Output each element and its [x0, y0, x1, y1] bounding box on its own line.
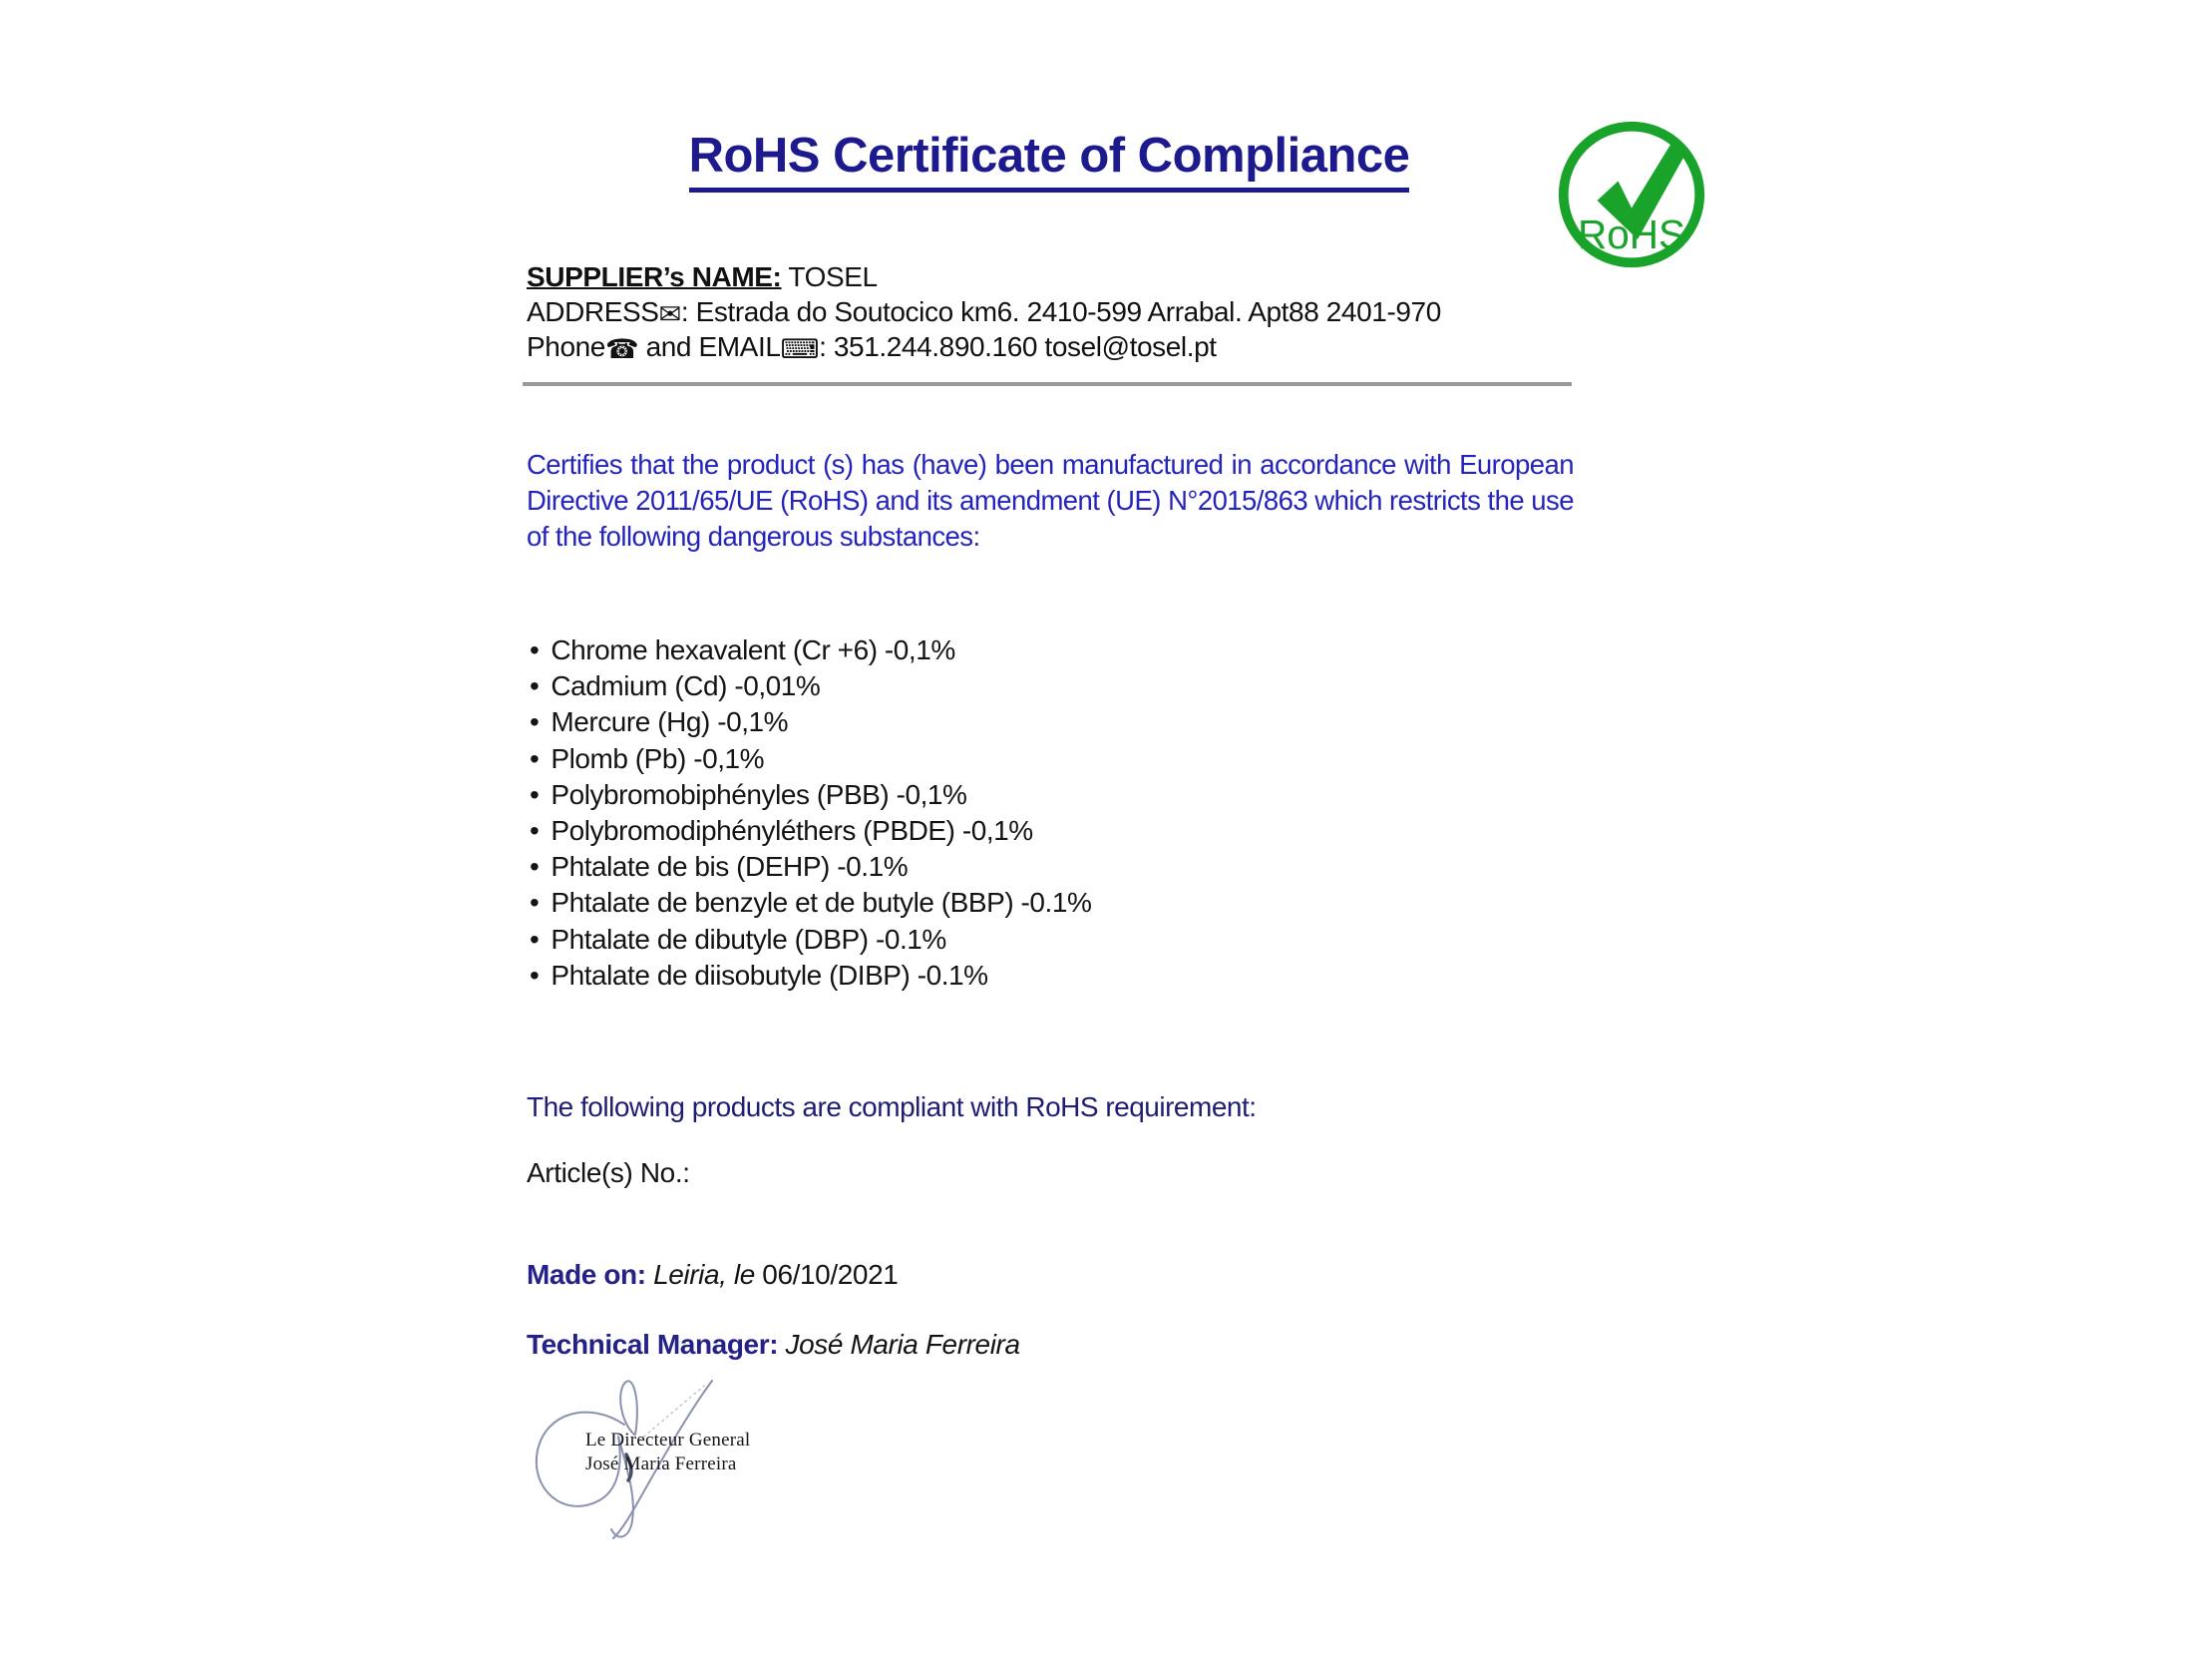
contact-value: : 351.244.890.160 tosel@tosel.pt — [819, 331, 1217, 362]
phone-label: Phone — [527, 331, 605, 362]
supplier-name-label: SUPPLIER’s NAME: — [527, 261, 782, 292]
substance-item: • Plomb (Pb) -0,1% — [530, 741, 1527, 777]
substance-item: • Phtalate de bis (DEHP) -0.1% — [530, 849, 1527, 885]
envelope-icon: ✉ — [658, 299, 681, 329]
made-on-place: Leiria, le — [645, 1259, 763, 1290]
compliance-statement: The following products are compliant with RoHS requirement: — [527, 1091, 1257, 1122]
page-title: RoHS Certificate of Compliance — [689, 130, 1410, 193]
supplier-name-line — [527, 259, 1584, 294]
signature-caption-line1: Le Directeur General — [585, 1430, 751, 1451]
substance-item: • Polybromodiphényléthers (PBDE) -0,1% — [530, 813, 1527, 849]
supplier-contact-line — [527, 329, 1584, 364]
signature-caption-line2: José Maria Ferreira — [585, 1453, 737, 1474]
articles-label: Article(s) No.: — [527, 1157, 690, 1188]
logo-text: RoHS — [1577, 211, 1686, 257]
technical-manager-label: Technical Manager: — [527, 1329, 779, 1360]
substance-item: • Phtalate de benzyle et de butyle (BBP) -0.1% — [530, 885, 1527, 921]
technical-manager-line — [527, 1329, 1020, 1361]
address-value: : Estrada do Soutocico km6. 2410-599 Arrabal. Apt88 2401-970 — [680, 296, 1441, 327]
supplier-block — [527, 259, 1584, 364]
substance-item: • Polybromobiphényles (PBB) -0,1% — [530, 777, 1527, 813]
telephone-icon: ☎ — [604, 334, 639, 364]
rohs-logo — [1557, 120, 1706, 269]
email-label: and EMAIL — [638, 331, 781, 362]
made-on-date: 06/10/2021 — [762, 1259, 899, 1290]
substance-item: • Chrome hexavalent (Cr +6) -0,1% — [530, 632, 1527, 668]
substance-item: • Phtalate de dibutyle (DBP) -0.1% — [530, 922, 1527, 958]
rohs-logo-graphic — [1557, 120, 1706, 269]
supplier-name-value: TOSEL — [781, 261, 878, 292]
horizontal-divider — [523, 382, 1572, 386]
substance-item: • Phtalate de diisobutyle (DIBP) -0.1% — [530, 958, 1527, 994]
substance-item: • Cadmium (Cd) -0,01% — [530, 668, 1527, 704]
substance-item: • Mercure (Hg) -0,1% — [530, 704, 1527, 740]
technical-manager-name: José Maria Ferreira — [778, 1329, 1020, 1360]
title-wrap — [527, 130, 1572, 193]
made-on-line — [527, 1259, 898, 1291]
signature-caption — [585, 1429, 750, 1476]
signature-stroke — [620, 1381, 637, 1435]
made-on-label: Made on: — [527, 1259, 646, 1290]
address-label: ADDRESS — [527, 296, 659, 327]
supplier-address-line — [527, 294, 1584, 329]
keyboard-icon: ⌨ — [780, 334, 820, 364]
certification-paragraph: Certifies that the product (s) has (have) been manufactured in accordance with European Directive 2011/65/UE (RoHS) and its amendment (UE) N°2015/863 which restricts the use of the following dangerous substances: — [527, 449, 1574, 552]
substance-list — [530, 632, 1527, 994]
